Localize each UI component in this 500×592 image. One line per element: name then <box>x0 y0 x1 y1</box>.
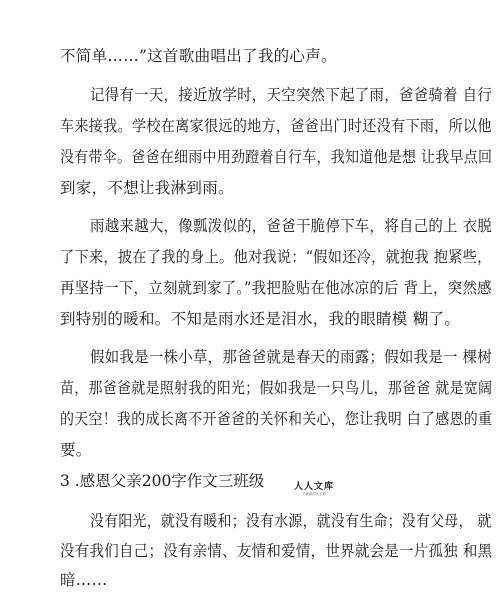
text-line: 的天空！我的成长离不开爸爸的关怀和关心，您让我明 白了感恩的重 <box>60 410 493 428</box>
watermark-title: 人人文库 <box>293 482 334 492</box>
text-line: 到特别的暖和。不知是雨水还是泪水，我的眼睛模 糊了。 <box>60 310 461 328</box>
paragraph-first-line: 假如我是一株小草，那爸爸就是春天的雨露；假如我是一 棵树 <box>90 348 493 366</box>
watermark-subtitle: 下载高清无水印 <box>301 492 327 496</box>
paragraph-first-line: 雨越来越大，像瓢泼似的，爸爸干脆停下车，将自己的上 衣脱 <box>90 217 493 235</box>
text-line: 没有带伞。爸爸在细雨中用劲蹬着自行车，我知道他是想 让我早点回 <box>60 148 493 166</box>
text-line: 车来接我。学校在离家很远的地方，爸爸出门时还没有下雨，所以他 <box>60 117 492 135</box>
text-line: 不简单……”这首歌曲唱出了我的心声。 <box>60 47 337 65</box>
watermark-logo <box>292 483 336 497</box>
paragraph-first-line: 没有阳光，就没有暖和；没有水源，就没有生命；没有父母， 就 <box>90 512 492 530</box>
text-line: 再坚持一下，立刻就到家了。”我把脸贴在他冰凉的后 背上，突然感 <box>60 279 492 297</box>
text-line: 没有我们自己；没有亲情、友情和爱情，世界就会是一片孤独 和黑 <box>60 542 493 560</box>
text-line: 要。 <box>60 441 92 459</box>
text-line: 了下来，披在了我的身上。他对我说：“假如还冷，就抱我 抱紧些， <box>60 248 492 266</box>
text-line: 苗，那爸爸就是照射我的阳光；假如我是一只鸟儿，那爸爸 就是宽阔 <box>60 379 493 397</box>
text-line: 到家，不想让我淋到雨。 <box>60 179 234 197</box>
section-heading: 3 .感恩父亲200字作文三班级 <box>60 472 265 490</box>
paragraph-first-line: 记得有一天，接近放学时，天空突然下起了雨，爸爸骑着 自行 <box>90 86 493 104</box>
text-line: 暗…… <box>60 571 108 589</box>
